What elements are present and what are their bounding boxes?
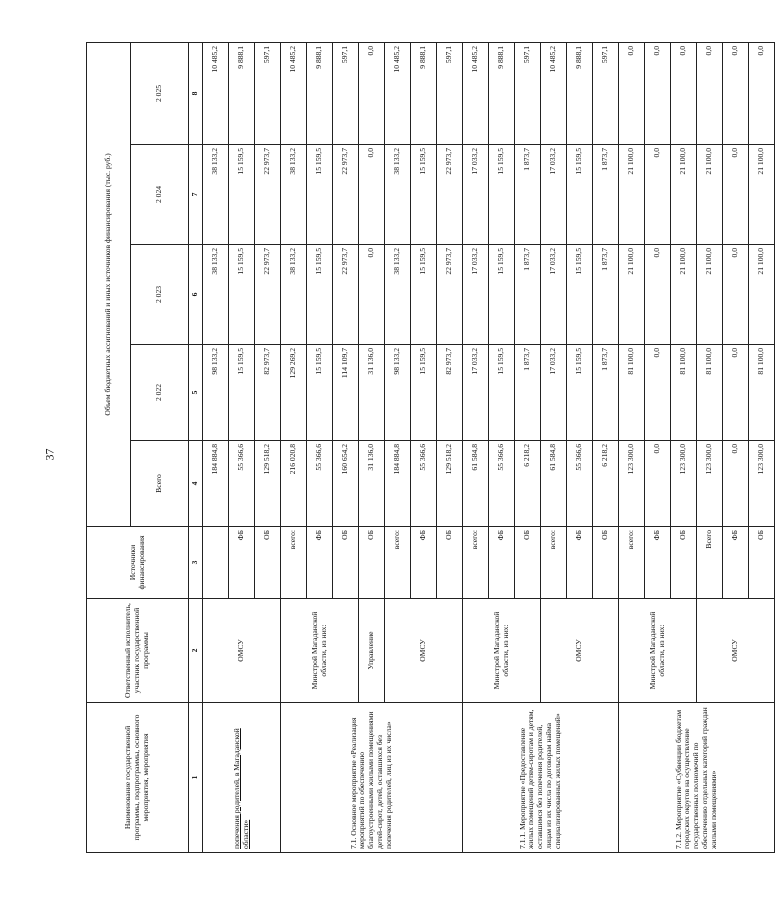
header-name: Наименование государственной программы, подпрограммы, основного мероприятия, мероприятия	[87, 703, 189, 853]
source-cell: ФБ	[489, 527, 515, 599]
table-row	[281, 42, 307, 852]
value-cell: 9 888,1	[229, 42, 255, 144]
value-cell: 1 873,7	[593, 345, 619, 441]
value-cell: 17 033,2	[541, 245, 567, 345]
header-source: Источники финансирования	[87, 527, 189, 599]
value-cell: 0,0	[671, 42, 697, 144]
executor-cell: ОМСУ	[541, 599, 619, 703]
value-cell: 0,0	[645, 345, 671, 441]
source-cell: ОБ	[437, 527, 463, 599]
value-cell: 123 300,0	[671, 441, 697, 527]
value-cell: 38 133,2	[281, 145, 307, 245]
value-cell: 184 884,8	[203, 441, 229, 527]
value-cell: 1 873,7	[593, 245, 619, 345]
rotated-table-stage	[86, 43, 766, 853]
value-cell: 38 133,2	[281, 245, 307, 345]
value-cell: 21 100,0	[619, 245, 645, 345]
value-cell: 21 100,0	[749, 245, 775, 345]
value-cell: 0,0	[619, 42, 645, 144]
value-cell: 0,0	[645, 145, 671, 245]
header-year: 2 024	[131, 145, 189, 245]
value-cell: 0,0	[723, 42, 749, 144]
program-name: попечения родителей, в Магаданской области»	[231, 728, 250, 849]
executor-cell: Минстрой Магаданской области, из них:	[619, 599, 697, 703]
executor-cell: Минстрой Магаданской области, из них:	[281, 599, 359, 703]
source-cell: всего:	[619, 527, 645, 599]
value-cell: 9 888,1	[489, 42, 515, 144]
program-name-cell: 7.1. Основное мероприятие «Реализация мероприятий по обеспечению благоустроенными жилыми помещениями детей-сирот, детей, оставшихся без попечения родителей, лиц из их числа»	[281, 703, 463, 853]
value-cell: 55 366,6	[567, 441, 593, 527]
value-cell: 31 136,0	[359, 345, 385, 441]
value-cell: 1 873,7	[515, 145, 541, 245]
value-cell: 21 100,0	[671, 245, 697, 345]
value-cell: 9 888,1	[411, 42, 437, 144]
value-cell: 55 366,6	[307, 441, 333, 527]
value-cell: 10 485,2	[541, 42, 567, 144]
value-cell: 123 300,0	[619, 441, 645, 527]
value-cell: 61 584,8	[541, 441, 567, 527]
source-cell: ОБ	[671, 527, 697, 599]
value-cell: 21 100,0	[671, 145, 697, 245]
program-name-cell: 7.1.1. Мероприятие «Предоставление жилых помещений детям-сиротам и детям, оставшимся без попечения родителей, лицам из их числа по договорам найма специализированных жилых помещений»	[463, 703, 619, 853]
value-cell: 21 100,0	[619, 145, 645, 245]
value-cell: 15 159,5	[307, 345, 333, 441]
value-cell: 55 366,6	[229, 441, 255, 527]
value-cell: 6 218,2	[593, 441, 619, 527]
column-numbers-row	[189, 42, 203, 852]
executor-cell: ОМСУ	[385, 599, 463, 703]
source-cell: ОБ	[749, 527, 775, 599]
table-row	[463, 42, 489, 852]
value-cell: 15 159,5	[307, 145, 333, 245]
value-cell: 10 485,2	[463, 42, 489, 144]
source-cell: ОБ	[255, 527, 281, 599]
program-name-cell	[203, 703, 281, 853]
value-cell: 129 269,2	[281, 345, 307, 441]
value-cell: 15 159,5	[411, 145, 437, 245]
value-cell: 15 159,5	[567, 145, 593, 245]
value-cell: 10 485,2	[385, 42, 411, 144]
value-cell: 123 300,0	[749, 441, 775, 527]
header-executor: Ответственный исполнитель, участник государственной программы	[87, 599, 189, 703]
source-cell: Всего	[697, 527, 723, 599]
value-cell: 0,0	[645, 245, 671, 345]
source-cell: всего:	[463, 527, 489, 599]
page-number: 37	[42, 448, 57, 461]
value-cell: 0,0	[723, 441, 749, 527]
value-cell: 129 518,2	[255, 441, 281, 527]
value-cell: 597,1	[333, 42, 359, 144]
value-cell: 0,0	[359, 42, 385, 144]
column-number: 3	[189, 527, 203, 599]
value-cell: 22 973,7	[437, 145, 463, 245]
value-cell: 0,0	[359, 245, 385, 345]
value-cell: 98 133,2	[385, 345, 411, 441]
value-cell: 22 973,7	[333, 145, 359, 245]
executor-cell: ОМСУ	[203, 599, 281, 703]
value-cell: 15 159,5	[489, 245, 515, 345]
value-cell: 15 159,5	[229, 145, 255, 245]
value-cell: 82 973,7	[255, 345, 281, 441]
value-cell: 15 159,5	[307, 245, 333, 345]
header-year: 2 023	[131, 245, 189, 345]
value-cell: 597,1	[515, 42, 541, 144]
executor-cell: ОМСУ	[697, 599, 775, 703]
value-cell: 160 654,2	[333, 441, 359, 527]
source-cell: ФБ	[307, 527, 333, 599]
value-cell: 10 485,2	[203, 42, 229, 144]
value-cell: 31 136,0	[359, 441, 385, 527]
source-cell: всего:	[385, 527, 411, 599]
value-cell: 0,0	[359, 145, 385, 245]
value-cell: 15 159,5	[489, 345, 515, 441]
source-cell: ФБ	[411, 527, 437, 599]
value-cell: 17 033,2	[463, 345, 489, 441]
value-cell: 98 133,2	[203, 345, 229, 441]
value-cell: 17 033,2	[541, 345, 567, 441]
table-row	[619, 42, 645, 852]
value-cell: 0,0	[645, 42, 671, 144]
value-cell: 0,0	[723, 345, 749, 441]
value-cell: 9 888,1	[567, 42, 593, 144]
value-cell: 597,1	[593, 42, 619, 144]
column-number: 7	[189, 145, 203, 245]
value-cell: 82 973,7	[437, 345, 463, 441]
value-cell: 61 584,8	[463, 441, 489, 527]
value-cell: 38 133,2	[385, 245, 411, 345]
program-name-cell: 7.1.2. Мероприятие «Субвенции бюджетам городских округов на осуществление государственных полномочий по обеспечению отдельных категорий граждан жилыми помещениями»	[619, 703, 775, 853]
value-cell: 216 020,8	[281, 441, 307, 527]
value-cell: 0,0	[697, 42, 723, 144]
source-cell	[203, 527, 229, 599]
value-cell: 597,1	[255, 42, 281, 144]
value-cell: 1 873,7	[515, 345, 541, 441]
column-number: 8	[189, 42, 203, 144]
value-cell: 38 133,2	[203, 145, 229, 245]
header-year: 2 025	[131, 42, 189, 144]
value-cell: 15 159,5	[567, 245, 593, 345]
value-cell: 17 033,2	[541, 145, 567, 245]
value-cell: 1 873,7	[515, 245, 541, 345]
value-cell: 22 973,7	[255, 245, 281, 345]
source-cell: ОБ	[333, 527, 359, 599]
source-cell: ФБ	[723, 527, 749, 599]
value-cell: 15 159,5	[229, 345, 255, 441]
value-cell: 114 109,7	[333, 345, 359, 441]
value-cell: 597,1	[437, 42, 463, 144]
value-cell: 38 133,2	[203, 245, 229, 345]
value-cell: 15 159,5	[567, 345, 593, 441]
source-cell: ФБ	[229, 527, 255, 599]
source-cell: всего:	[281, 527, 307, 599]
value-cell: 0,0	[723, 245, 749, 345]
value-cell: 0,0	[645, 441, 671, 527]
source-cell: ФБ	[567, 527, 593, 599]
source-cell: ОБ	[593, 527, 619, 599]
header-volume: Объем бюджетных ассигнований и иных источников финансирования (тыс. руб.)	[87, 42, 131, 526]
header-total: Всего	[131, 441, 189, 527]
source-cell: ОБ	[359, 527, 385, 599]
value-cell: 38 133,2	[385, 145, 411, 245]
value-cell: 22 973,7	[255, 145, 281, 245]
source-cell: всего:	[541, 527, 567, 599]
value-cell: 15 159,5	[489, 145, 515, 245]
executor-cell: Минстрой Магаданской области, из них:	[463, 599, 541, 703]
value-cell: 1 873,7	[593, 145, 619, 245]
value-cell: 15 159,5	[229, 245, 255, 345]
header-year: 2 022	[131, 345, 189, 441]
value-cell: 10 485,2	[281, 42, 307, 144]
value-cell: 55 366,6	[411, 441, 437, 527]
value-cell: 129 518,2	[437, 441, 463, 527]
column-number: 5	[189, 345, 203, 441]
source-cell: ФБ	[645, 527, 671, 599]
value-cell: 21 100,0	[697, 245, 723, 345]
column-number: 2	[189, 599, 203, 703]
column-number: 4	[189, 441, 203, 527]
value-cell: 17 033,2	[463, 245, 489, 345]
value-cell: 21 100,0	[749, 145, 775, 245]
column-number: 1	[189, 703, 203, 853]
value-cell: 22 973,7	[437, 245, 463, 345]
value-cell: 123 300,0	[697, 441, 723, 527]
table-row	[203, 42, 229, 852]
value-cell: 81 100,0	[749, 345, 775, 441]
source-cell: ОБ	[515, 527, 541, 599]
value-cell: 21 100,0	[697, 145, 723, 245]
value-cell: 81 100,0	[671, 345, 697, 441]
value-cell: 15 159,5	[411, 345, 437, 441]
value-cell: 0,0	[723, 145, 749, 245]
financing-table	[86, 42, 775, 853]
value-cell: 0,0	[749, 42, 775, 144]
value-cell: 81 100,0	[619, 345, 645, 441]
value-cell: 9 888,1	[307, 42, 333, 144]
value-cell: 55 366,6	[489, 441, 515, 527]
value-cell: 22 973,7	[333, 245, 359, 345]
column-number: 6	[189, 245, 203, 345]
value-cell: 17 033,2	[463, 145, 489, 245]
value-cell: 184 884,8	[385, 441, 411, 527]
value-cell: 81 100,0	[697, 345, 723, 441]
executor-cell: Управление	[359, 599, 385, 703]
value-cell: 6 218,2	[515, 441, 541, 527]
value-cell: 15 159,5	[411, 245, 437, 345]
